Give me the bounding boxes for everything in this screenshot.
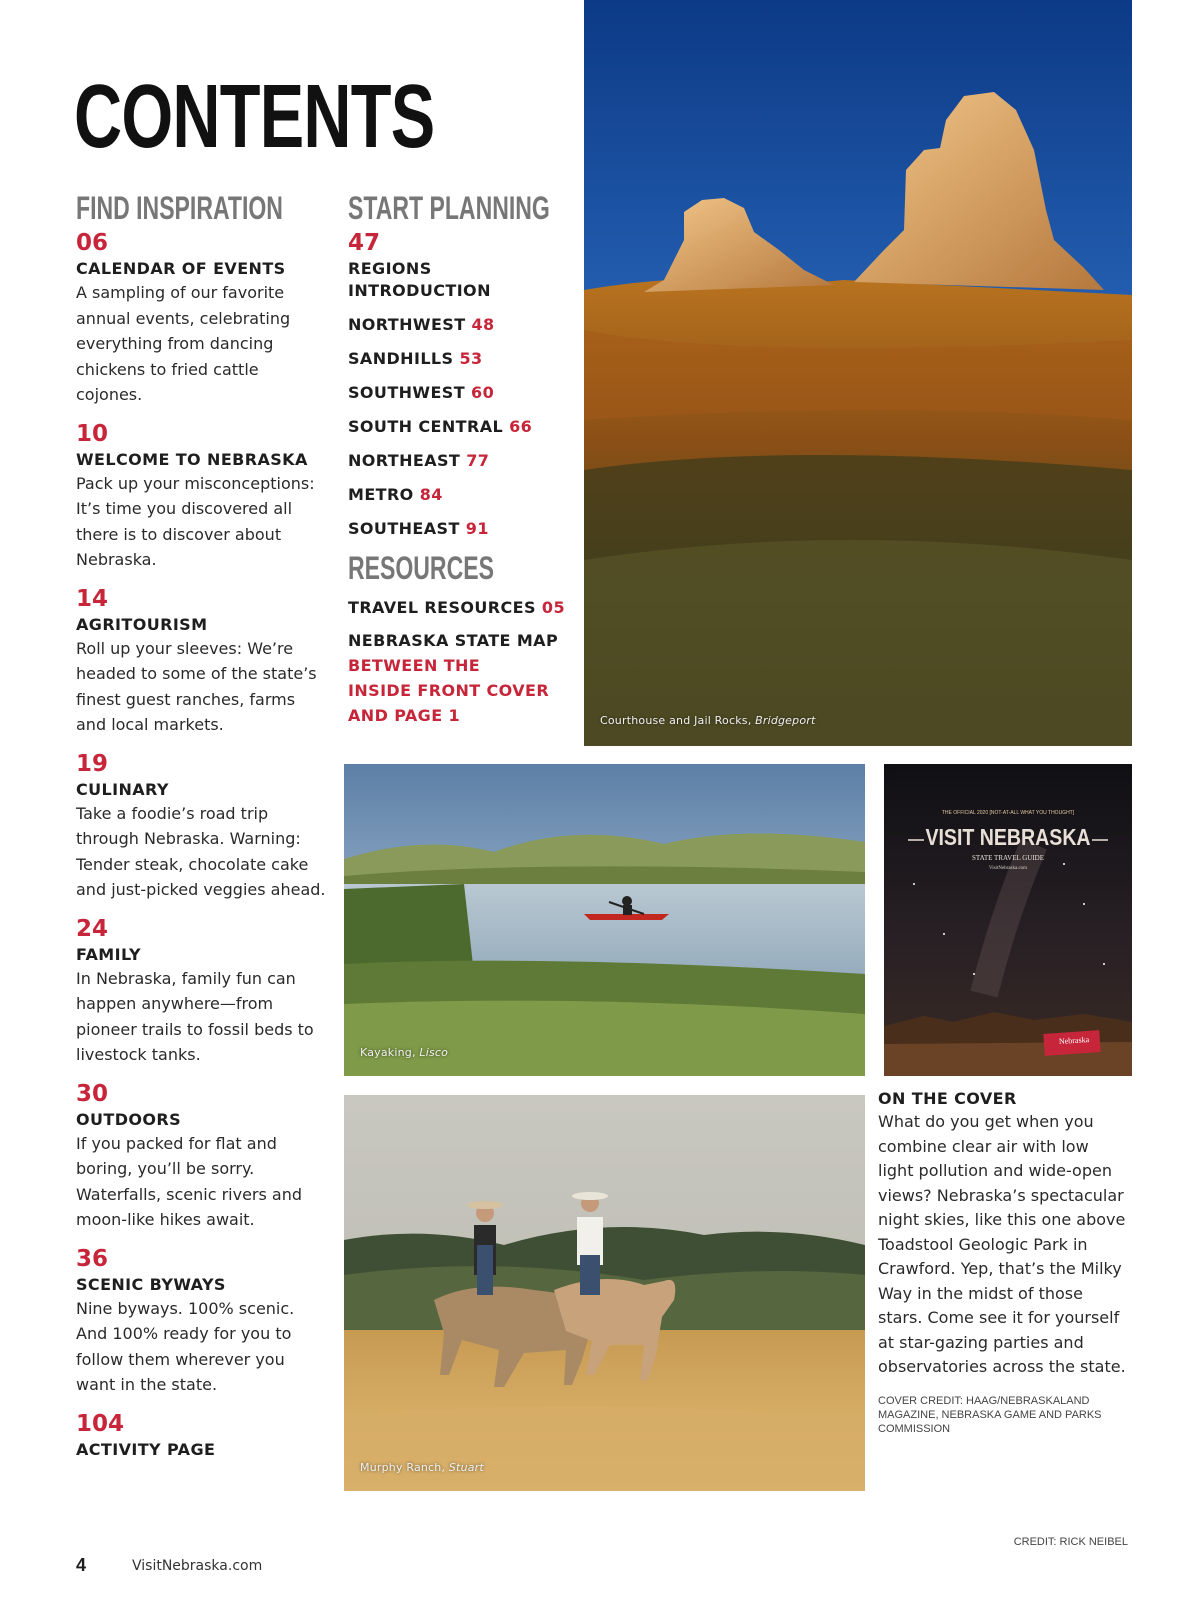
entry-title: CALENDAR OF EVENTS xyxy=(76,259,286,278)
state-map-link[interactable] xyxy=(348,629,578,653)
photo-caption: Courthouse and Jail Rocks, Bridgeport xyxy=(600,714,816,727)
region-name: SOUTHWEST xyxy=(348,383,466,402)
entry-title: SCENIC BYWAYS xyxy=(76,1274,226,1294)
entry-description: Take a foodie’s road trip through Nebraska. Warning: Tender steak, chocolate cake and just-picked veggies ahead. xyxy=(76,803,326,899)
region-item-sandhills[interactable] xyxy=(348,348,578,382)
photo-credit: CREDIT: RICK NEIBEL xyxy=(1013,1536,1128,1548)
region-item-northwest[interactable] xyxy=(348,314,578,348)
toc-entry[interactable] xyxy=(76,1079,326,1233)
entry-title: ACTIVITY PAGE xyxy=(76,1439,216,1459)
entry-title: WELCOME TO NEBRASKA xyxy=(76,449,308,469)
region-name: NORTHWEST xyxy=(348,315,466,334)
entry-page-number: 10 xyxy=(76,420,109,447)
entry-page-number: 24 xyxy=(76,915,109,942)
entry-description: If you packed for flat and boring, you’ll be sorry. Waterfalls, scenic rivers and moon-like hikes await. xyxy=(76,1133,303,1229)
regions-page-number: 47 xyxy=(348,230,381,256)
cover-brand: VISIT NEBRASKA xyxy=(925,824,1091,850)
region-item-northeast[interactable] xyxy=(348,450,578,484)
region-page: 53 xyxy=(459,349,483,368)
entry-description: Roll up your sleeves: We’re headed to some of the state’s finest guest ranches, farms and local markets. xyxy=(76,638,317,734)
cover-sign-text: Nebraska xyxy=(1058,1034,1090,1047)
murphy-ranch-photo xyxy=(344,1095,865,1491)
entry-description: In Nebraska, family fun can happen anywhere—from pioneer trails to fossil beds to livestock tanks. xyxy=(76,968,314,1064)
region-name: SOUTHEAST xyxy=(348,519,460,538)
cover-url: VisitNebraska.com xyxy=(988,866,1028,871)
region-page: 66 xyxy=(509,417,533,436)
cover-subtitle: STATE TRAVEL GUIDE xyxy=(971,854,1045,862)
region-name: METRO xyxy=(348,485,414,504)
start-planning-list xyxy=(348,228,578,552)
photo-caption: Murphy Ranch, Stuart xyxy=(360,1461,484,1474)
toc-entry[interactable] xyxy=(76,1409,326,1461)
toc-entry[interactable] xyxy=(76,749,326,903)
region-page: 84 xyxy=(419,485,443,504)
page-number: 4 xyxy=(76,1555,87,1575)
page-title: CONTENTS xyxy=(74,67,435,167)
entry-description: Nine byways. 100% scenic. And 100% ready for you to follow them wherever you want in the state. xyxy=(76,1298,295,1394)
entry-title: FAMILY xyxy=(76,944,142,964)
website-link[interactable]: VisitNebraska.com xyxy=(132,1558,263,1574)
entry-page-number: 19 xyxy=(76,750,109,777)
region-item-metro[interactable] xyxy=(348,484,578,518)
entry-description: Pack up your misconceptions: It’s time you discovered all there is to discover about Nebraska. xyxy=(76,473,315,569)
map-location-line: AND PAGE 1 xyxy=(348,706,461,725)
on-the-cover-description: What do you get when you combine clear air with low light pollution and wide-open views? Nebraska’s spectacular night skies, like this one above Toadstool Geologic Park in Crawford. Yep, that’s the Milky Way in the midst of those stars. Come see it for yourself at star-gazing parties and observatories across the state. xyxy=(878,1112,1126,1376)
region-item-southeast[interactable] xyxy=(348,518,578,552)
find-inspiration-list xyxy=(76,228,326,1472)
find-inspiration-heading: FIND INSPIRATION xyxy=(76,190,283,226)
resource-page: 05 xyxy=(541,598,565,617)
resources-section xyxy=(348,552,578,728)
region-page: 91 xyxy=(465,519,489,538)
region-page: 48 xyxy=(471,315,495,334)
region-item-south-central[interactable] xyxy=(348,416,578,450)
toc-entry[interactable] xyxy=(76,228,326,408)
region-item-southwest[interactable] xyxy=(348,382,578,416)
photo-caption: Kayaking, Lisco xyxy=(360,1046,449,1059)
entry-page-number: 14 xyxy=(76,585,109,612)
toc-entry[interactable] xyxy=(76,584,326,738)
entry-page-number: 36 xyxy=(76,1245,109,1272)
kayaking-photo xyxy=(344,764,865,1076)
entry-description: A sampling of our favorite annual events, celebrating everything from dancing chickens to fried cattle cojones. xyxy=(76,283,291,404)
region-name: SOUTH CENTRAL xyxy=(348,417,504,436)
map-location-line: INSIDE FRONT COVER xyxy=(348,681,550,700)
toc-entry[interactable] xyxy=(76,914,326,1068)
region-page: 60 xyxy=(471,383,495,402)
entry-page-number: 30 xyxy=(76,1080,109,1107)
toc-entry[interactable] xyxy=(76,419,326,573)
resources-heading: RESOURCES xyxy=(348,550,494,586)
resource-label: TRAVEL RESOURCES xyxy=(348,598,536,617)
cover-credit: COVER CREDIT: HAAG/NEBRASKALAND MAGAZINE, NEBRASKA GAME AND PARKS COMMISSION xyxy=(878,1394,1102,1435)
entry-title: AGRITOURISM xyxy=(76,614,208,634)
regions-introduction-link[interactable]: REGIONS INTRODUCTION xyxy=(348,259,491,300)
courthouse-rocks-photo xyxy=(584,0,1132,746)
on-the-cover-title: ON THE COVER xyxy=(878,1089,1017,1108)
on-the-cover-section xyxy=(878,1088,1128,1436)
region-name: SANDHILLS xyxy=(348,349,454,368)
region-page: 77 xyxy=(466,451,490,470)
start-planning-heading: START PLANNING xyxy=(348,190,550,226)
map-location-line: BETWEEN THE xyxy=(348,656,481,675)
travel-resources-link[interactable] xyxy=(348,596,578,620)
entry-page-number: 06 xyxy=(76,230,109,256)
entry-title: CULINARY xyxy=(76,779,169,799)
entry-page-number: 104 xyxy=(76,1410,125,1437)
toc-entry[interactable] xyxy=(76,1244,326,1398)
entry-title: OUTDOORS xyxy=(76,1109,182,1129)
region-name: NORTHEAST xyxy=(348,451,461,470)
resource-label: NEBRASKA STATE MAP xyxy=(348,631,559,650)
cover-tagline: THE OFFICIAL 2020 [NOT-AT-ALL WHAT YOU THOUGHT] xyxy=(941,810,1075,816)
magazine-cover-image xyxy=(884,764,1132,1076)
